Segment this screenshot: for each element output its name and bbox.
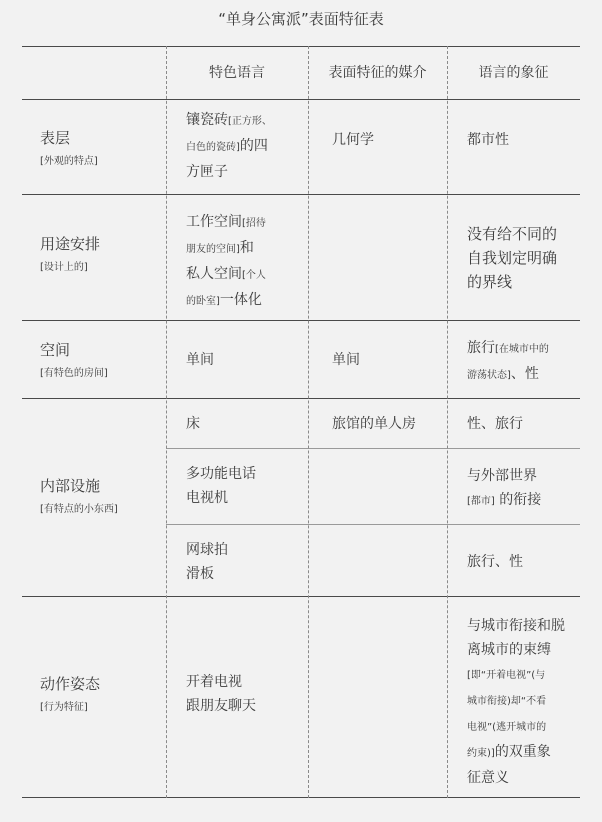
- text-fragment: 一体化: [219, 292, 262, 308]
- text-fragment: [正方形、: [228, 116, 272, 127]
- header-language-symbol: 语言的象征: [478, 65, 549, 81]
- row-label-text: 动作姿态: [40, 675, 101, 693]
- row-label-text: 表层: [40, 129, 71, 147]
- rule-row2: [22, 320, 580, 321]
- row-label-facilities: [40, 474, 118, 519]
- text-fragment: 与外部世界: [467, 468, 537, 484]
- row-label-surface: [40, 126, 98, 171]
- cell-bed-language: 床: [186, 416, 200, 432]
- row-label-sub: [行为特征]: [40, 702, 88, 713]
- text-fragment: [即“开着电视”(与: [467, 670, 546, 681]
- cell-bed-symbol: 性、旅行: [467, 416, 523, 432]
- text-fragment: 城市衔接)却“不看: [467, 696, 547, 707]
- cell-surface-symbol: 都市性: [467, 132, 509, 148]
- cell-phone-language: [186, 462, 256, 510]
- text-fragment: 网球拍: [186, 542, 228, 558]
- row-label-text: 用途安排: [40, 235, 101, 253]
- rule-top: [22, 46, 580, 47]
- col-divider-1: [166, 46, 167, 798]
- row-label-usage: [40, 232, 100, 277]
- text-fragment: 离城市的束缚: [467, 642, 551, 658]
- text-fragment: 开着电视: [186, 674, 242, 690]
- cell-racket-symbol: 旅行、性: [467, 554, 523, 570]
- cell-usage-symbol: [467, 222, 579, 294]
- text-fragment: 电视”(逃开城市的: [467, 722, 547, 733]
- text-fragment: 工作空间: [186, 214, 242, 230]
- rule-bottom: [22, 797, 580, 798]
- cell-phone-symbol: [467, 464, 541, 514]
- text-fragment: 征意义: [467, 770, 509, 786]
- text-fragment: 约束)]: [467, 748, 495, 759]
- text-fragment: 的衔接: [499, 492, 542, 508]
- text-fragment: 镶瓷砖: [186, 112, 228, 128]
- cell-behavior-symbol: [467, 614, 580, 790]
- rule-row4: [22, 596, 580, 597]
- text-fragment: 的双重象: [494, 744, 551, 760]
- text-fragment: 的卧室]: [186, 296, 220, 307]
- text-fragment: 方匣子: [186, 164, 228, 180]
- row-label-sub: [有特点的小东西]: [40, 504, 118, 515]
- rule-sub1: [166, 448, 580, 449]
- rule-row1: [22, 194, 580, 195]
- row-label-sub: [外观的特点]: [40, 156, 98, 167]
- cell-usage-language: [186, 210, 310, 314]
- text-fragment: 、性: [510, 366, 539, 382]
- table-title: “单身公寓派”表面特征表: [218, 10, 384, 28]
- text-fragment: 的界线: [467, 273, 513, 291]
- cell-behavior-language: [186, 670, 256, 718]
- text-fragment: [都市]: [467, 496, 495, 507]
- cell-surface-language: [186, 108, 310, 184]
- text-fragment: 跟朋友聊天: [186, 698, 256, 714]
- text-fragment: 自我划定明确: [467, 249, 558, 267]
- rule-row3: [22, 398, 580, 399]
- text-fragment: [招待: [242, 218, 266, 229]
- text-fragment: 与城市衔接和脱: [467, 618, 565, 634]
- text-fragment: 多功能电话: [186, 466, 256, 482]
- cell-space-language: 单间: [186, 352, 214, 368]
- text-fragment: [个人: [242, 270, 266, 281]
- rule-header: [22, 99, 580, 100]
- text-fragment: 白色的瓷砖]: [186, 142, 240, 153]
- row-label-space: [40, 338, 108, 383]
- text-fragment: 朋友的空间]: [186, 244, 240, 255]
- text-fragment: 游荡状态]: [467, 370, 511, 381]
- row-label-text: 内部设施: [40, 477, 101, 495]
- row-label-text: 空间: [40, 341, 71, 359]
- cell-bed-media: 旅馆的单人房: [332, 416, 416, 432]
- col-divider-3: [447, 46, 448, 798]
- rule-sub2: [166, 524, 580, 525]
- text-fragment: 和: [239, 240, 254, 256]
- text-fragment: 没有给不同的: [467, 225, 558, 243]
- text-fragment: 滑板: [186, 566, 214, 582]
- text-fragment: 电视机: [186, 490, 228, 506]
- cell-surface-media: 几何学: [332, 132, 374, 148]
- cell-space-symbol: [467, 336, 579, 388]
- row-label-sub: [有特色的房间]: [40, 368, 108, 379]
- row-label-sub: [设计上的]: [40, 262, 88, 273]
- header-surface-media: 表面特征的媒介: [328, 65, 427, 81]
- row-label-behavior: [40, 672, 100, 717]
- text-fragment: 的四: [239, 138, 268, 154]
- text-fragment: 私人空间: [186, 266, 242, 282]
- text-fragment: [在城市中的: [495, 344, 549, 355]
- feature-table: [22, 46, 580, 798]
- header-feature-language: 特色语言: [209, 65, 265, 81]
- text-fragment: 旅行: [467, 340, 495, 356]
- cell-space-media: 单间: [332, 352, 360, 368]
- cell-racket-language: [186, 538, 228, 586]
